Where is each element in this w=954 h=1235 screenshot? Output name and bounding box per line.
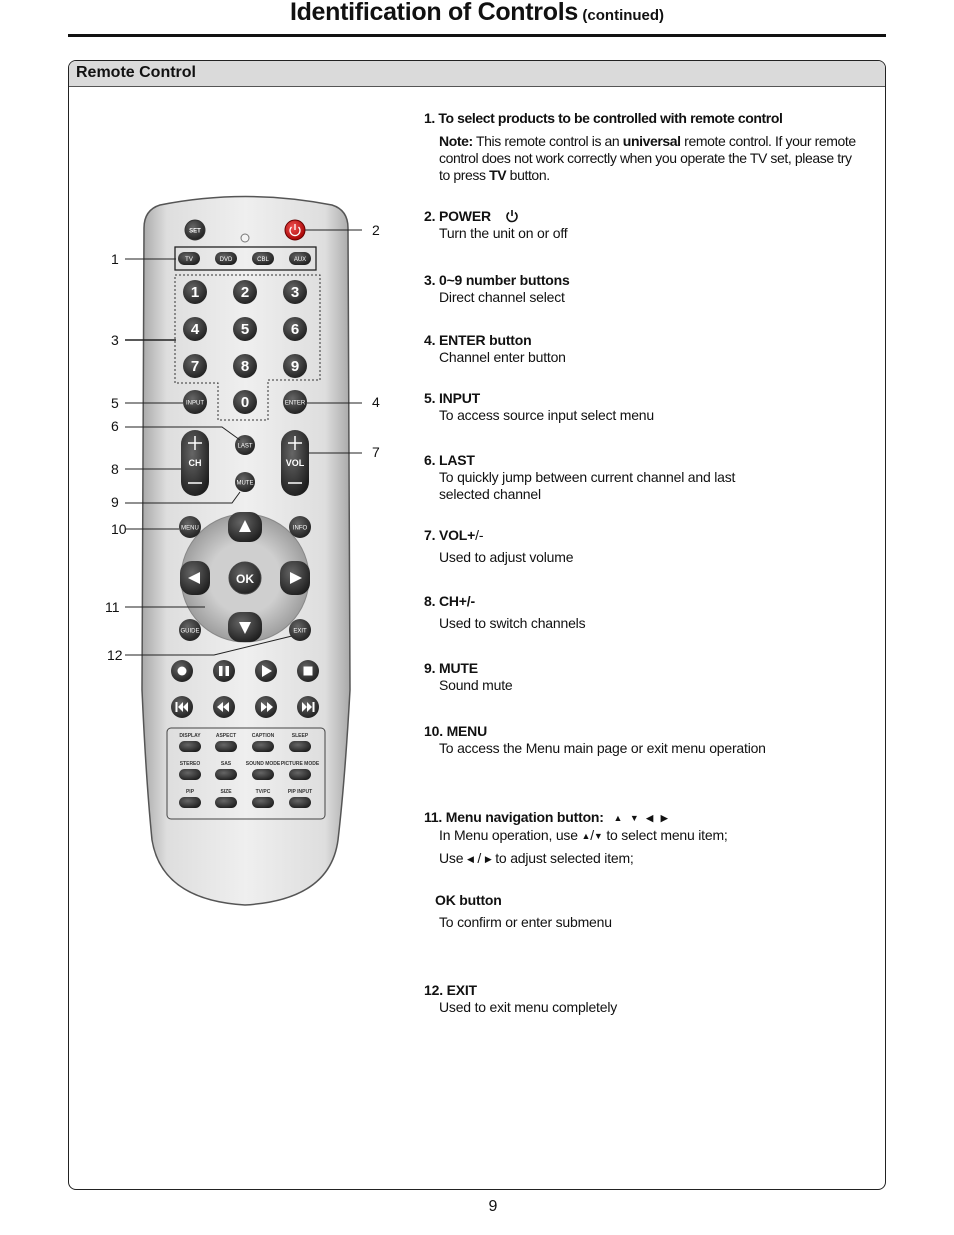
note-text: This remote control is an <box>472 133 623 149</box>
down-arrow-icon: ▼ <box>629 813 639 823</box>
function-label: SAS <box>220 761 232 767</box>
item-description: To access the Menu main page or exit menu operation <box>439 740 766 756</box>
item-separator: . <box>431 272 439 288</box>
item-1 <box>424 110 864 184</box>
digit-3-label: 3 <box>290 284 300 301</box>
callout-1: 1 <box>111 251 119 267</box>
function-label: SIZE <box>220 789 232 795</box>
picture-mode-button <box>289 769 311 780</box>
note-tv: TV <box>489 167 507 183</box>
item-number: 9 <box>424 660 432 676</box>
function-label: PIP <box>185 789 195 795</box>
item-title: MENU <box>446 723 487 739</box>
callout-6: 6 <box>111 418 119 434</box>
function-label: PICTURE MODE <box>280 761 320 767</box>
digit-2-label: 2 <box>240 284 250 301</box>
aspect-button <box>215 741 237 752</box>
item-description: In Menu operation, use <box>439 827 582 843</box>
callout-7: 7 <box>372 444 380 460</box>
item-description: to adjust selected item; <box>491 850 634 866</box>
item-separator: . <box>431 208 439 224</box>
item-11-description-b <box>424 850 864 868</box>
item-separator: . <box>431 452 439 468</box>
item-number: 4 <box>424 332 432 348</box>
stereo-button <box>179 769 201 780</box>
item-7 <box>424 527 864 566</box>
item-6 <box>424 452 864 503</box>
source-label-dvd: DVD <box>219 257 233 263</box>
item-4 <box>424 332 864 366</box>
note-text: remote control. If your remote control does not work correctly when you operate the TV set, please try to press <box>439 133 856 183</box>
callout-5: 5 <box>111 395 119 411</box>
callout-11: 11 <box>105 599 120 615</box>
stop-icon <box>304 667 313 676</box>
section-title: Remote Control <box>76 64 196 81</box>
pip-button <box>179 797 201 808</box>
item-title: OK button <box>435 892 502 908</box>
item-title: POWER <box>438 208 491 224</box>
item-10 <box>424 723 864 757</box>
item-number: 3 <box>424 272 432 288</box>
item-separator: . <box>431 527 439 543</box>
note-text: button. <box>506 167 550 183</box>
ch-label: CH <box>188 458 202 468</box>
digit-7-label: 7 <box>190 358 200 375</box>
item-1-title: To select products to be controlled with remote control <box>438 110 783 126</box>
item-title: Menu navigation button: <box>445 809 604 825</box>
item-description: Turn the unit on or off <box>439 225 568 241</box>
sound-mode-button <box>252 769 274 780</box>
item-ok <box>424 892 864 931</box>
source-label-cbl: CBL <box>257 257 269 263</box>
function-label: SOUND MODE <box>245 761 281 767</box>
item-2 <box>424 208 864 242</box>
item-number: 6 <box>424 452 432 468</box>
digit-9-label: 9 <box>290 358 300 375</box>
function-label: TV/PC <box>255 789 271 795</box>
input-label: INPUT <box>186 400 204 407</box>
item-11-description-a <box>424 827 864 845</box>
guide-label: GUIDE <box>180 628 200 635</box>
item-description: To confirm or enter submenu <box>439 914 612 930</box>
item-11 <box>424 809 864 868</box>
item-5 <box>424 390 864 424</box>
sleep-button <box>289 741 311 752</box>
function-label: SLEEP <box>291 733 309 739</box>
callout-8: 8 <box>111 461 119 477</box>
record-icon <box>178 667 187 676</box>
left-arrow-icon: ◀ <box>467 854 474 864</box>
item-1-note <box>424 133 864 184</box>
item-9 <box>424 660 864 694</box>
info-label: INFO <box>292 525 308 532</box>
item-description: To access source input select menu <box>439 407 654 423</box>
item-12 <box>424 982 864 1016</box>
function-label: DISPLAY <box>179 733 201 739</box>
item-number: 5 <box>424 390 432 406</box>
down-arrow-icon: ▼ <box>593 831 603 841</box>
item-number: 10 <box>424 723 440 739</box>
menu-label: MENU <box>181 525 199 532</box>
item-separator: . <box>431 110 439 126</box>
item-description: Channel enter button <box>439 349 566 365</box>
item-separator: . <box>439 982 447 998</box>
size-button <box>215 797 237 808</box>
title-main: Identification of Controls <box>289 0 578 26</box>
item-number: 8 <box>424 593 432 609</box>
item-description: Used to exit menu completely <box>439 999 618 1015</box>
item-title: 0~9 number buttons <box>438 272 570 288</box>
item-separator: . <box>431 332 439 348</box>
pause-button <box>213 660 235 682</box>
pip-input-button <box>289 797 311 808</box>
item-title: CH+/- <box>438 593 475 609</box>
last-label: LAST <box>237 443 253 450</box>
item-separator: . <box>438 809 446 825</box>
item-number: 7 <box>424 527 432 543</box>
function-label: STEREO <box>179 761 201 767</box>
up-arrow-icon: ▲ <box>613 813 623 823</box>
item-description: Used to switch channels <box>439 615 586 631</box>
item-number: 11 <box>424 809 439 825</box>
item-separator: . <box>431 390 439 406</box>
digit-1-label: 1 <box>190 284 200 301</box>
caption-button <box>252 741 274 752</box>
item-description: Sound mute <box>439 677 513 693</box>
right-arrow-icon: ▶ <box>660 813 668 823</box>
digit-5-label: 5 <box>240 321 250 338</box>
digit-0-label: 0 <box>240 394 250 411</box>
source-label-tv: TV <box>185 257 193 263</box>
callout-12: 12 <box>107 647 123 663</box>
set-label: SET <box>189 228 201 235</box>
callout-9: 9 <box>111 494 119 510</box>
digit-6-label: 6 <box>290 321 300 338</box>
page-number: 9 <box>488 1198 498 1215</box>
power-icon <box>505 209 519 223</box>
callout-10: 10 <box>111 521 127 537</box>
item-description: To quickly jump between current channel and last selected channel <box>439 469 736 502</box>
source-label-aux: AUX <box>293 257 307 263</box>
item-description: to select menu item; <box>602 827 728 843</box>
item-separator: . <box>431 593 439 609</box>
callout-2: 2 <box>372 222 380 238</box>
item-number: 2 <box>424 208 432 224</box>
note-bold: universal <box>622 133 681 149</box>
item-title: ENTER button <box>438 332 532 348</box>
digit-8-label: 8 <box>240 358 250 375</box>
ir-led <box>241 234 249 242</box>
item-number: 12 <box>424 982 440 998</box>
item-8 <box>424 593 864 632</box>
item-title: INPUT <box>438 390 480 406</box>
function-label: ASPECT <box>215 733 237 739</box>
item-1-number: 1 <box>424 110 432 126</box>
item-title: VOL+ <box>438 527 476 543</box>
ok-label: OK <box>236 572 254 586</box>
item-description: Direct channel select <box>439 289 565 305</box>
item-title-tail: /- <box>475 527 484 543</box>
item-separator: . <box>431 660 439 676</box>
function-label: PIP INPUT <box>287 789 313 795</box>
tv-pc-button <box>252 797 274 808</box>
sas-button <box>215 769 237 780</box>
item-title: LAST <box>438 452 475 468</box>
item-3 <box>424 272 864 306</box>
item-description: / <box>473 850 485 866</box>
display-button <box>179 741 201 752</box>
digit-4-label: 4 <box>190 321 200 338</box>
item-title: MUTE <box>438 660 478 676</box>
up-arrow-icon: ▲ <box>581 831 591 841</box>
right-arrow-icon: ▶ <box>484 854 492 864</box>
item-description: Use <box>439 850 467 866</box>
enter-label: ENTER <box>284 400 306 407</box>
callout-3: 3 <box>111 332 119 348</box>
item-separator: . <box>439 723 447 739</box>
note-label: Note: <box>439 133 473 149</box>
vol-label: VOL <box>285 458 305 468</box>
item-description: / <box>590 827 594 843</box>
item-title: EXIT <box>446 982 477 998</box>
left-arrow-icon: ◀ <box>646 813 654 823</box>
title-subtitle: (continued) <box>582 7 665 24</box>
exit-label: EXIT <box>293 628 307 635</box>
function-label: CAPTION <box>251 733 275 739</box>
mute-label: MUTE <box>236 480 254 487</box>
item-description: Used to adjust volume <box>439 549 574 565</box>
callout-4: 4 <box>372 394 380 410</box>
